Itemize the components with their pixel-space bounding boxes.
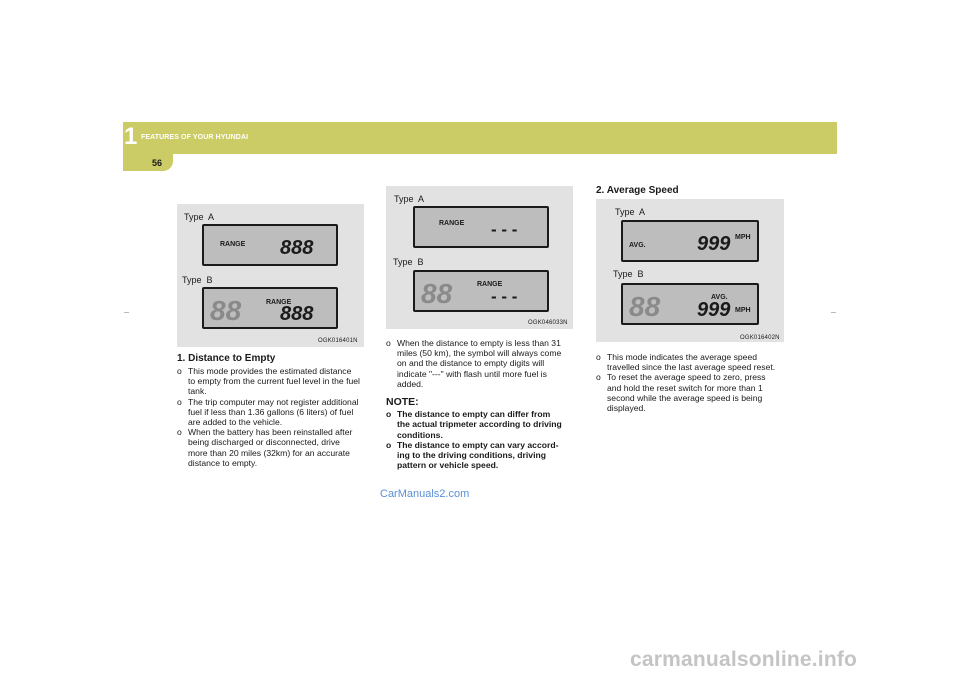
chapter-title: FEATURES OF YOUR HYUNDAI — [141, 134, 249, 141]
avg-speed-display-type-b — [621, 283, 759, 325]
figure-left-type-b-label: Type B — [182, 275, 213, 285]
range-label: RANGE — [477, 281, 503, 288]
range-value: - - - — [491, 220, 518, 239]
list-item: o This mode indicates the average speed travelled since the last average speed reset. — [596, 352, 776, 373]
bullet: o — [386, 409, 392, 420]
range-value: 888 — [280, 237, 314, 259]
section2-body — [596, 352, 785, 413]
middle-body — [386, 338, 574, 470]
list-item: o To reset the average speed to zero, press and hold the reset switch for more than 1 second while the average speed is being displayed. — [596, 372, 766, 414]
list-item: o The trip computer may not register additional fuel if less than 1.36 gallons (6 liters) of fuel are added to the vehicle. — [177, 396, 359, 428]
chapter-number: 1 — [124, 123, 138, 150]
section1-body — [177, 366, 365, 468]
segment-digits: 88 — [629, 291, 661, 322]
figure-middle-type-b-label: Type B — [393, 257, 424, 267]
page-number: 56 — [152, 158, 163, 168]
segment-digits: 88 — [421, 278, 453, 309]
margin-mark-right — [831, 312, 836, 313]
list-item: o This mode provides the estimated distance to empty from the current fuel level in the fuel tank. — [177, 366, 360, 397]
list-item: o When the battery has been reinstalled after being discharged or disconnected, drive more than 20 miles (32km) for an accurate distance to empty. — [177, 427, 353, 468]
avg-label: AVG. — [711, 294, 728, 301]
note-item: o The distance to empty can differ from the actual tripmeter according to driving conditions. — [386, 409, 562, 440]
figure-left-type-a-label: Type A — [184, 212, 215, 222]
range-display-type-b — [202, 287, 338, 329]
section-heading-distance-to-empty: 1. Distance to Empty — [177, 353, 276, 364]
range-value: - - - — [491, 287, 518, 306]
figure-right-type-a-label: Type A — [615, 207, 646, 217]
watermark-link[interactable]: CarManuals2.com — [380, 488, 470, 500]
bullet: o — [177, 427, 182, 438]
avg-speed-display-type-a — [621, 220, 759, 262]
bullet: o — [386, 439, 392, 450]
range-value: 888 — [280, 303, 314, 325]
unit-label: MPH — [735, 307, 751, 314]
margin-mark-left — [124, 312, 129, 313]
range-display-type-b — [413, 270, 549, 312]
bullet: o — [596, 372, 601, 383]
range-label: RANGE — [439, 220, 465, 227]
figure-middle-code: OGK046033N — [528, 320, 568, 326]
figure-right-type-b-label: Type B — [613, 269, 644, 279]
note-title: NOTE: — [386, 396, 419, 409]
range-display-type-a — [413, 206, 549, 248]
bullet: o — [386, 338, 391, 348]
figure-middle-type-a-label: Type A — [394, 194, 425, 204]
bullet: o — [596, 352, 601, 362]
range-display-type-a — [202, 224, 338, 266]
avg-label: AVG. — [629, 242, 646, 249]
figure-left-code: OGK016401N — [318, 338, 358, 344]
range-label: RANGE — [266, 299, 292, 306]
list-item: o When the distance to empty is less than 31 miles (50 km), the symbol will always come on and the distance to empty digits will indicate "---" with flash until more fuel is added. — [386, 338, 562, 389]
figure-right-code: OGK016402N — [740, 335, 780, 341]
page-number-tab — [123, 154, 173, 171]
bullet: o — [177, 366, 182, 376]
range-label: RANGE — [220, 241, 246, 248]
bullet: o — [177, 396, 182, 407]
footer-watermark: carmanualsonline.info — [630, 648, 858, 671]
segment-digits: 88 — [210, 295, 242, 326]
note-item: o The distance to empty can vary accord- ing to the driving conditions, driving pattern or vehicle speed. — [386, 439, 559, 471]
section-heading-average-speed: 2. Average Speed — [596, 185, 679, 196]
unit-label: MPH — [735, 234, 751, 241]
avg-value: 999 — [697, 233, 731, 255]
avg-value: 999 — [697, 299, 731, 321]
